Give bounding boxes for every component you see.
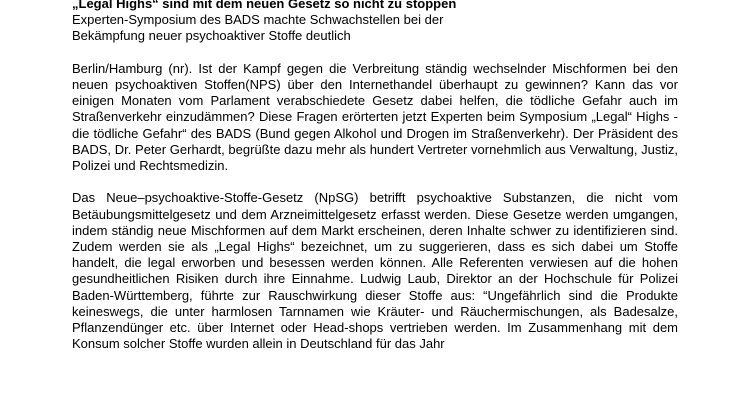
document-page: [72, 0, 678, 352]
paragraph-spacer: [72, 45, 678, 61]
article-subheadline-line-2: Bekämpfung neuer psychoaktiver Stoffe deutlich: [72, 28, 351, 44]
article-subheadline-line-1: Experten-Symposium des BADS machte Schwachstellen bei der: [72, 12, 444, 28]
article-paragraph-intro: Berlin/Hamburg (nr). Ist der Kampf gegen die Verbreitung ständig wechselnder Mischformen bei den neuen psychoaktiven Stoffen(NPS) über den Internethandel überhaupt zu gewinnen? Kann das vor einigen Monaten vom Parlament verabschiedete Gesetz dabei helfen, die tödliche Gefahr auch im Straßenverkehr einzudämmen? Diese Fragen erörterten jetzt Experten beim Symposium „Legal“ Highs - die tödliche Gefahr“ des BADS (Bund gegen Alkohol und Drogen im Straßenverkehr). Der Präsident des BADS, Dr. Peter Gerhardt, begrüßte dazu mehr als hundert Vertreter vornehmlich aus Verwaltung, Justiz, Polizei und Rechtsmedizin.: [72, 60, 678, 174]
paragraph-spacer: [72, 174, 678, 190]
article-headline: „Legal Highs“ sind mit dem neuen Gesetz so nicht zu stoppen: [72, 0, 457, 11]
article-paragraph-npsg: Das Neue–psychoaktive-Stoffe-Gesetz (NpSG) betrifft psychoaktive Substanzen, die nicht vom Betäubungsmittelgesetz und dem Arzneimittelgesetz erfasst werden. Diese Gesetze werden umgangen, indem ständig neue Mischformen auf dem Markt erscheinen, deren Inhalte schwer zu identifizieren sind. Zudem werden sie als „Legal Highs“ bezeichnet, um zu suggerieren, dass es sich dabei um Stoffe handelt, die legal erworben und besessen werden können. Alle Referenten verwiesen auf die hohen gesundheitlichen Risiken durch ihre Einnahme. Ludwig Laub, Direktor an der Hochschule für Polizei Baden-Württemberg, führte zur Rauschwirkung dieser Stoffe aus: “Ungefährlich sind die Produkte keineswegs, die unter harmlosen Tarnnamen wie Kräuter- und Räuchermischungen, als Badesalze, Pflanzendünger etc. über Internet oder Head-shops vertrieben werden. Im Zusammenhang mit dem Konsum solcher Stoffe wurden allein in Deutschland für das Jahr: [72, 190, 678, 352]
